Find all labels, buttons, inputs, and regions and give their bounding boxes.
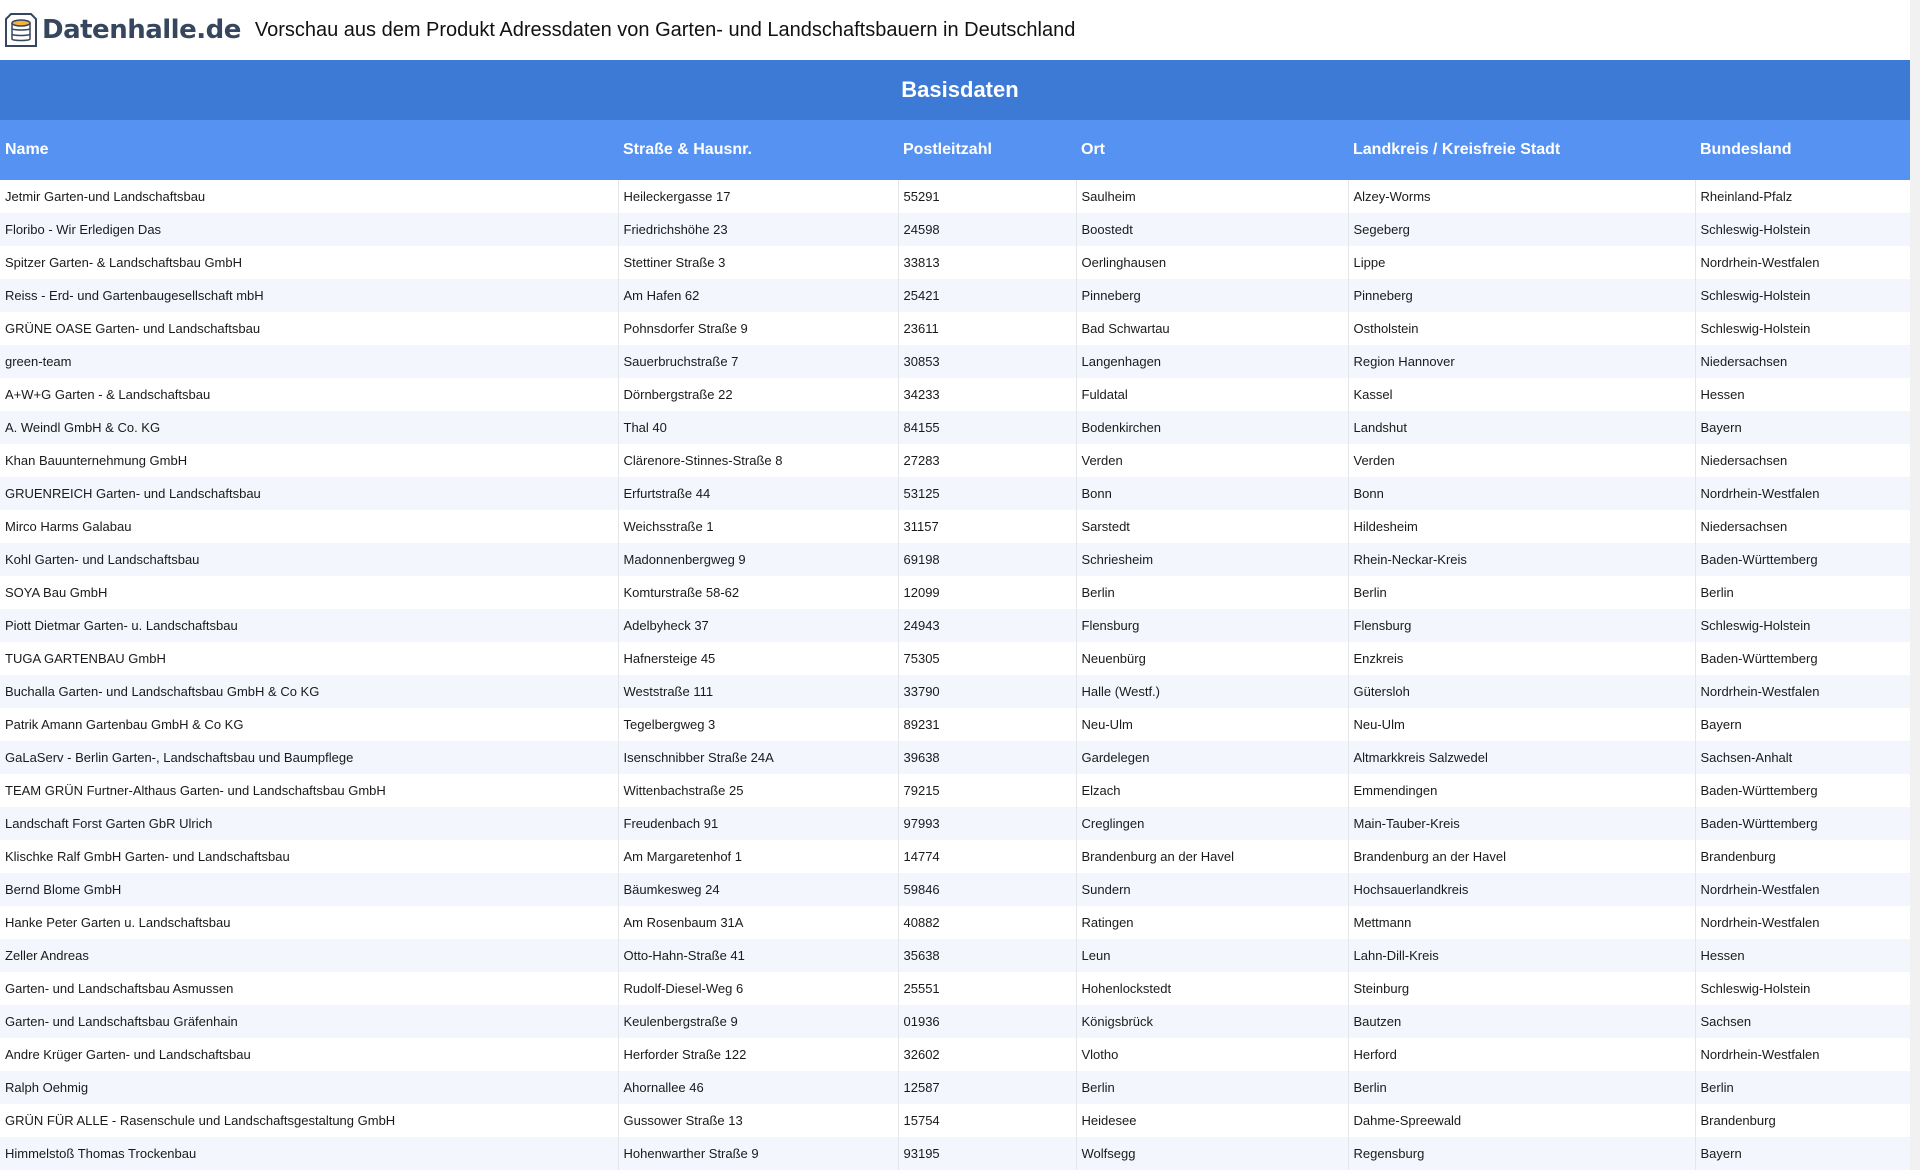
cell-postcode: 69198	[898, 543, 1076, 576]
cell-postcode: 35638	[898, 939, 1076, 972]
cell-name: A. Weindl GmbH & Co. KG	[0, 411, 618, 444]
cell-city: Neu-Ulm	[1076, 708, 1348, 741]
cell-state: Nordrhein-Westfalen	[1700, 684, 1820, 699]
cell-district: Mettmann	[1348, 906, 1695, 939]
cell-district: Bautzen	[1348, 1005, 1695, 1038]
cell-district: Rhein-Neckar-Kreis	[1348, 543, 1695, 576]
cell-street: Herforder Straße 122	[618, 1038, 898, 1071]
cell-name: TEAM GRÜN Furtner-Althaus Garten- und Landschaftsbau GmbH	[0, 774, 618, 807]
cell-postcode: 30853	[898, 345, 1076, 378]
cell-postcode: 01936	[898, 1005, 1076, 1038]
cell-street: Hafnersteige 45	[618, 642, 898, 675]
cell-city: Gardelegen	[1076, 741, 1348, 774]
table-row[interactable]	[0, 741, 1920, 774]
database-icon	[4, 12, 38, 48]
cell-postcode: 25551	[898, 972, 1076, 1005]
table-row[interactable]	[0, 939, 1920, 972]
table-row[interactable]	[0, 972, 1920, 1005]
cell-name: Andre Krüger Garten- und Landschaftsbau	[0, 1038, 618, 1071]
cell-name: Khan Bauunternehmung GmbH	[0, 444, 618, 477]
cell-street: Heileckergasse 17	[618, 180, 898, 213]
cell-postcode: 39638	[898, 741, 1076, 774]
cell-district: Kassel	[1348, 378, 1695, 411]
cell-city: Sarstedt	[1076, 510, 1348, 543]
cell-name: Garten- und Landschaftsbau Asmussen	[0, 972, 618, 1005]
table-row[interactable]	[0, 642, 1920, 675]
cell-state: Schleswig-Holstein	[1700, 981, 1811, 996]
cell-street: Weichsstraße 1	[618, 510, 898, 543]
table-row[interactable]	[0, 609, 1920, 642]
cell-district: Segeberg	[1348, 213, 1695, 246]
cell-state: Baden-Württemberg	[1700, 783, 1818, 798]
cell-name: Spitzer Garten- & Landschaftsbau GmbH	[0, 246, 618, 279]
brand-name: Datenhalle.de	[42, 15, 241, 45]
cell-city: Wolfsegg	[1076, 1137, 1348, 1170]
cell-name: Landschaft Forst Garten GbR Ulrich	[0, 807, 618, 840]
cell-postcode: 97993	[898, 807, 1076, 840]
cell-name: A+W+G Garten - & Landschaftsbau	[0, 378, 618, 411]
cell-name: Ralph Oehmig	[0, 1071, 618, 1104]
cell-name: GaLaServ - Berlin Garten-, Landschaftsbau und Baumpflege	[0, 741, 618, 774]
cell-district: Alzey-Worms	[1348, 180, 1695, 213]
cell-state: Berlin	[1700, 1080, 1734, 1095]
cell-state: Hessen	[1700, 948, 1745, 963]
cell-postcode: 24943	[898, 609, 1076, 642]
cell-postcode: 33790	[898, 675, 1076, 708]
cell-state: Sachsen	[1700, 1014, 1752, 1029]
table-row[interactable]	[0, 1137, 1920, 1170]
table-row[interactable]	[0, 444, 1920, 477]
table-row[interactable]	[0, 510, 1920, 543]
cell-street: Friedrichshöhe 23	[618, 213, 898, 246]
cell-state: Schleswig-Holstein	[1700, 288, 1811, 303]
cell-city: Halle (Westf.)	[1076, 675, 1348, 708]
cell-district: Gütersloh	[1348, 675, 1695, 708]
cell-name: Mirco Harms Galabau	[0, 510, 618, 543]
cell-state: Nordrhein-Westfalen	[1700, 1047, 1820, 1062]
cell-postcode: 79215	[898, 774, 1076, 807]
table-row[interactable]	[0, 873, 1920, 906]
cell-name: Floribo - Wir Erledigen Das	[0, 213, 618, 246]
column-header-state[interactable]: Bundesland	[1700, 141, 1792, 158]
cell-district: Bonn	[1348, 477, 1695, 510]
table-row[interactable]	[0, 1038, 1920, 1071]
page-title: Vorschau aus dem Produkt Adressdaten von Garten- und Landschaftsbauern in Deutschland	[254, 18, 1076, 41]
cell-postcode: 15754	[898, 1104, 1076, 1137]
cell-district: Landshut	[1348, 411, 1695, 444]
cell-city: Berlin	[1076, 576, 1348, 609]
cell-street: Am Margaretenhof 1	[618, 840, 898, 873]
table-row[interactable]	[0, 411, 1920, 444]
cell-city: Neuenbürg	[1076, 642, 1348, 675]
cell-street: Adelbyheck 37	[618, 609, 898, 642]
column-header-postcode[interactable]: Postleitzahl	[903, 141, 992, 158]
cell-street: Tegelbergweg 3	[618, 708, 898, 741]
cell-street: Rudolf-Diesel-Weg 6	[618, 972, 898, 1005]
cell-city: Hohenlockstedt	[1076, 972, 1348, 1005]
table-row[interactable]	[0, 807, 1920, 840]
cell-city: Pinneberg	[1076, 279, 1348, 312]
cell-postcode: 75305	[898, 642, 1076, 675]
cell-postcode: 31157	[898, 510, 1076, 543]
cell-state: Berlin	[1700, 585, 1734, 600]
cell-postcode: 25421	[898, 279, 1076, 312]
cell-district: Brandenburg an der Havel	[1348, 840, 1695, 873]
cell-name: Bernd Blome GmbH	[0, 873, 618, 906]
column-header-city[interactable]: Ort	[1081, 141, 1105, 158]
cell-name: Jetmir Garten-und Landschaftsbau	[0, 180, 618, 213]
cell-name: Garten- und Landschaftsbau Gräfenhain	[0, 1005, 618, 1038]
cell-district: Berlin	[1348, 1071, 1695, 1104]
cell-postcode: 89231	[898, 708, 1076, 741]
cell-city: Vlotho	[1076, 1038, 1348, 1071]
cell-postcode: 93195	[898, 1137, 1076, 1170]
cell-postcode: 12099	[898, 576, 1076, 609]
cell-district: Emmendingen	[1348, 774, 1695, 807]
cell-name: Klischke Ralf GmbH Garten- und Landschaftsbau	[0, 840, 618, 873]
cell-street: Erfurtstraße 44	[618, 477, 898, 510]
cell-district: Steinburg	[1348, 972, 1695, 1005]
cell-name: Piott Dietmar Garten- u. Landschaftsbau	[0, 609, 618, 642]
cell-state: Nordrhein-Westfalen	[1700, 882, 1820, 897]
cell-name: Kohl Garten- und Landschaftsbau	[0, 543, 618, 576]
cell-street: Gussower Straße 13	[618, 1104, 898, 1137]
column-header-name[interactable]: Name	[5, 141, 49, 158]
table-row[interactable]	[0, 1005, 1920, 1038]
cell-state: Schleswig-Holstein	[1700, 618, 1811, 633]
table-row[interactable]	[0, 345, 1920, 378]
cell-street: Pohnsdorfer Straße 9	[618, 312, 898, 345]
cell-state: Sachsen-Anhalt	[1700, 750, 1793, 765]
cell-street: Sauerbruchstraße 7	[618, 345, 898, 378]
cell-postcode: 12587	[898, 1071, 1076, 1104]
cell-street: Clärenore-Stinnes-Straße 8	[618, 444, 898, 477]
cell-name: GRÜNE OASE Garten- und Landschaftsbau	[0, 312, 618, 345]
cell-name: Patrik Amann Gartenbau GmbH & Co KG	[0, 708, 618, 741]
cell-postcode: 40882	[898, 906, 1076, 939]
scrollbar-track[interactable]	[1910, 0, 1920, 1170]
table-row[interactable]	[0, 378, 1920, 411]
cell-city: Bonn	[1076, 477, 1348, 510]
cell-state: Brandenburg	[1700, 1113, 1776, 1128]
cell-name: TUGA GARTENBAU GmbH	[0, 642, 618, 675]
cell-district: Verden	[1348, 444, 1695, 477]
cell-district: Herford	[1348, 1038, 1695, 1071]
cell-district: Berlin	[1348, 576, 1695, 609]
cell-postcode: 27283	[898, 444, 1076, 477]
cell-state: Schleswig-Holstein	[1700, 222, 1811, 237]
cell-district: Pinneberg	[1348, 279, 1695, 312]
cell-district: Dahme-Spreewald	[1348, 1104, 1695, 1137]
table-row[interactable]	[0, 180, 1920, 213]
cell-state: Bayern	[1700, 1146, 1742, 1161]
cell-state: Brandenburg	[1700, 849, 1776, 864]
cell-city: Bad Schwartau	[1076, 312, 1348, 345]
table-row[interactable]	[0, 279, 1920, 312]
cell-state: Rheinland-Pfalz	[1700, 189, 1793, 204]
table-row[interactable]	[0, 708, 1920, 741]
column-header-district[interactable]: Landkreis / Kreisfreie Stadt	[1353, 141, 1561, 158]
table-row[interactable]	[0, 1071, 1920, 1104]
cell-street: Weststraße 111	[618, 675, 898, 708]
cell-city: Bodenkirchen	[1076, 411, 1348, 444]
cell-name: Himmelstoß Thomas Trockenbau	[0, 1137, 618, 1170]
cell-street: Stettiner Straße 3	[618, 246, 898, 279]
table-row[interactable]	[0, 246, 1920, 279]
table-row[interactable]	[0, 840, 1920, 873]
cell-city: Sundern	[1076, 873, 1348, 906]
cell-city: Creglingen	[1076, 807, 1348, 840]
cell-street: Am Hafen 62	[618, 279, 898, 312]
cell-city: Schriesheim	[1076, 543, 1348, 576]
cell-city: Königsbrück	[1076, 1005, 1348, 1038]
table-body	[0, 180, 1920, 1170]
cell-postcode: 24598	[898, 213, 1076, 246]
cell-city: Ratingen	[1076, 906, 1348, 939]
cell-district: Regensburg	[1348, 1137, 1695, 1170]
cell-street: Madonnenbergweg 9	[618, 543, 898, 576]
cell-state: Niedersachsen	[1700, 354, 1788, 369]
cell-street: Freudenbach 91	[618, 807, 898, 840]
cell-district: Lippe	[1348, 246, 1695, 279]
cell-postcode: 32602	[898, 1038, 1076, 1071]
cell-state: Niedersachsen	[1700, 519, 1788, 534]
cell-district: Hildesheim	[1348, 510, 1695, 543]
cell-street: Keulenbergstraße 9	[618, 1005, 898, 1038]
cell-district: Main-Tauber-Kreis	[1348, 807, 1695, 840]
cell-name: SOYA Bau GmbH	[0, 576, 618, 609]
cell-city: Flensburg	[1076, 609, 1348, 642]
cell-state: Nordrhein-Westfalen	[1700, 915, 1820, 930]
table-row[interactable]	[0, 477, 1920, 510]
table-row[interactable]	[0, 213, 1920, 246]
cell-state: Schleswig-Holstein	[1700, 321, 1811, 336]
cell-district: Neu-Ulm	[1348, 708, 1695, 741]
cell-postcode: 84155	[898, 411, 1076, 444]
top-bar	[0, 0, 1920, 60]
cell-name: green-team	[0, 345, 618, 378]
cell-district: Enzkreis	[1348, 642, 1695, 675]
brand-logo[interactable]	[4, 10, 241, 50]
cell-city: Langenhagen	[1076, 345, 1348, 378]
cell-city: Leun	[1076, 939, 1348, 972]
cell-name: GRÜN FÜR ALLE - Rasenschule und Landschaftsgestaltung GmbH	[0, 1104, 618, 1137]
cell-street: Thal 40	[618, 411, 898, 444]
cell-district: Region Hannover	[1348, 345, 1695, 378]
cell-street: Am Rosenbaum 31A	[618, 906, 898, 939]
table-header-row	[0, 120, 1920, 180]
cell-state: Nordrhein-Westfalen	[1700, 255, 1820, 270]
table-row[interactable]	[0, 906, 1920, 939]
table-row[interactable]	[0, 774, 1920, 807]
cell-city: Fuldatal	[1076, 378, 1348, 411]
cell-name: Zeller Andreas	[0, 939, 618, 972]
cell-district: Lahn-Dill-Kreis	[1348, 939, 1695, 972]
cell-city: Brandenburg an der Havel	[1076, 840, 1348, 873]
cell-name: GRUENREICH Garten- und Landschaftsbau	[0, 477, 618, 510]
section-band	[0, 60, 1920, 120]
cell-name: Reiss - Erd- und Gartenbaugesellschaft mbH	[0, 279, 618, 312]
cell-street: Otto-Hahn-Straße 41	[618, 939, 898, 972]
cell-state: Baden-Württemberg	[1700, 552, 1818, 567]
cell-district: Hochsauerlandkreis	[1348, 873, 1695, 906]
cell-district: Flensburg	[1348, 609, 1695, 642]
cell-street: Hohenwarther Straße 9	[618, 1137, 898, 1170]
cell-postcode: 59846	[898, 873, 1076, 906]
cell-street: Komturstraße 58-62	[618, 576, 898, 609]
cell-city: Boostedt	[1076, 213, 1348, 246]
table-row[interactable]	[0, 576, 1920, 609]
cell-city: Heidesee	[1076, 1104, 1348, 1137]
column-header-street[interactable]: Straße & Hausnr.	[623, 141, 752, 158]
cell-city: Elzach	[1076, 774, 1348, 807]
cell-state: Niedersachsen	[1700, 453, 1788, 468]
cell-postcode: 33813	[898, 246, 1076, 279]
table-row[interactable]	[0, 1104, 1920, 1137]
cell-state: Bayern	[1700, 717, 1742, 732]
table-row[interactable]	[0, 543, 1920, 576]
cell-postcode: 55291	[898, 180, 1076, 213]
cell-postcode: 34233	[898, 378, 1076, 411]
cell-state: Baden-Württemberg	[1700, 651, 1818, 666]
cell-street: Isenschnibber Straße 24A	[618, 741, 898, 774]
cell-district: Ostholstein	[1348, 312, 1695, 345]
cell-city: Saulheim	[1076, 180, 1348, 213]
cell-postcode: 53125	[898, 477, 1076, 510]
cell-postcode: 23611	[898, 312, 1076, 345]
table-row[interactable]	[0, 312, 1920, 345]
cell-street: Ahornallee 46	[618, 1071, 898, 1104]
cell-street: Wittenbachstraße 25	[618, 774, 898, 807]
cell-city: Oerlinghausen	[1076, 246, 1348, 279]
cell-name: Buchalla Garten- und Landschaftsbau GmbH & Co KG	[0, 675, 618, 708]
cell-city: Verden	[1076, 444, 1348, 477]
cell-city: Berlin	[1076, 1071, 1348, 1104]
cell-state: Baden-Württemberg	[1700, 816, 1818, 831]
data-table	[0, 120, 1920, 1170]
cell-district: Altmarkkreis Salzwedel	[1348, 741, 1695, 774]
cell-state: Nordrhein-Westfalen	[1700, 486, 1820, 501]
cell-street: Dörnbergstraße 22	[618, 378, 898, 411]
cell-state: Hessen	[1700, 387, 1745, 402]
cell-postcode: 14774	[898, 840, 1076, 873]
section-title: Basisdaten	[901, 77, 1019, 102]
cell-street: Bäumkesweg 24	[618, 873, 898, 906]
cell-state: Bayern	[1700, 420, 1742, 435]
cell-name: Hanke Peter Garten u. Landschaftsbau	[0, 906, 618, 939]
table-row[interactable]	[0, 675, 1920, 708]
